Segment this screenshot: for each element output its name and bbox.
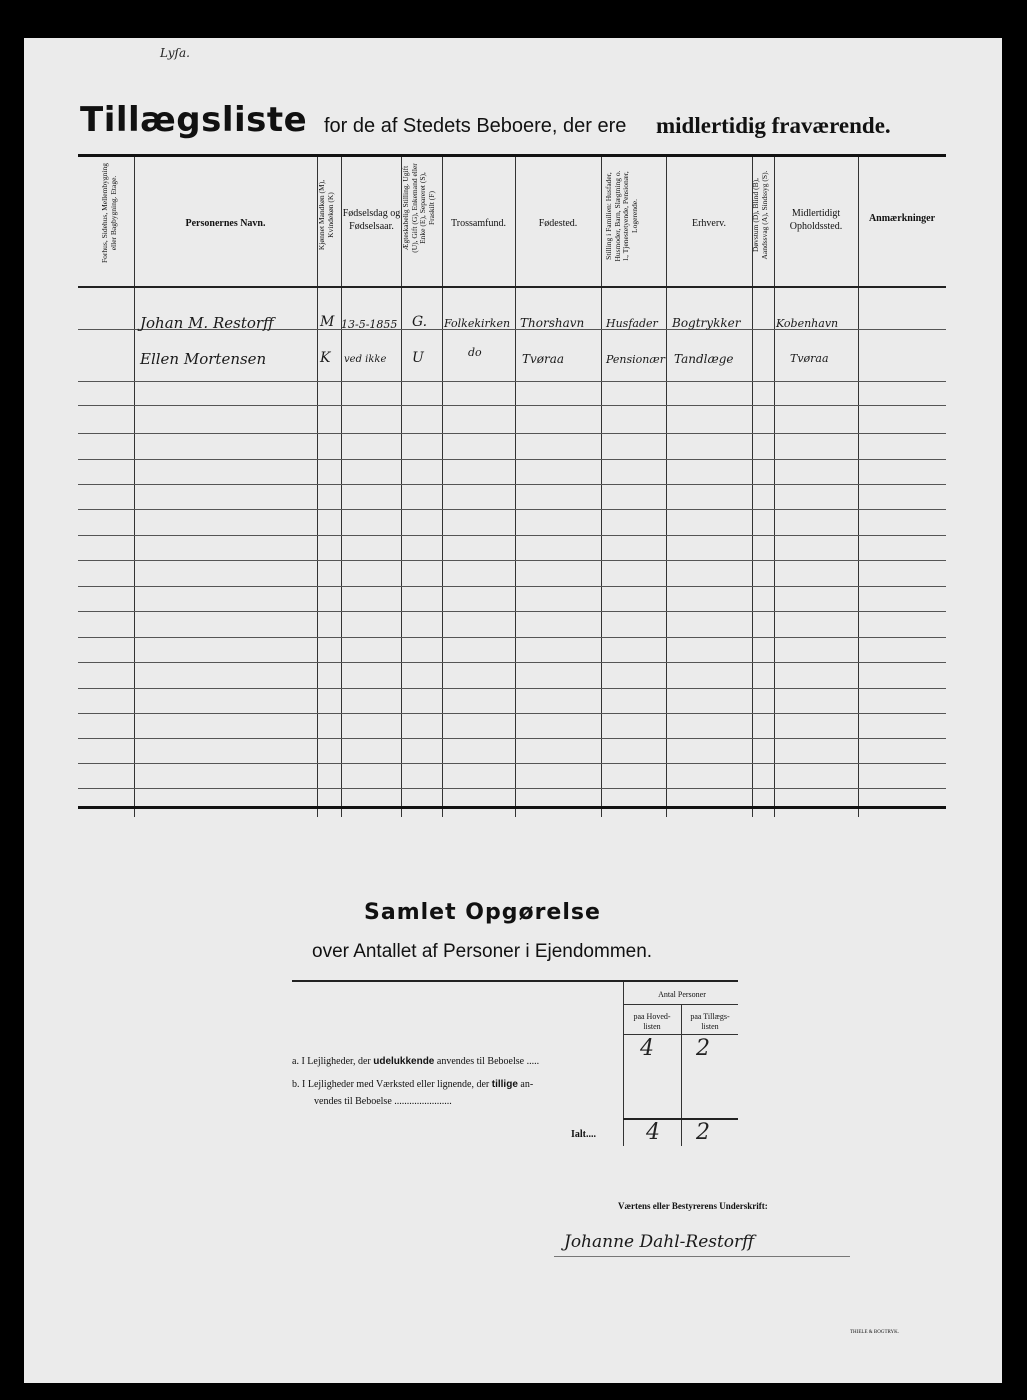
table-top-rule [78,154,946,157]
header-marital: Ægteskabelig Stilling. Ugift (U), Gift (G), Enkemand eller Enke (E), Separeret (S), Fraskilt (F) [401,163,436,253]
header-temporary-residence: Midlertidigt Opholdssted. [789,208,843,232]
row2-family: Pensionær [606,353,665,366]
row1-sex: M [320,314,335,330]
row1-name: Johan M. Restorff [140,314,274,332]
col-divider [601,157,602,817]
summary-line-b2: vendes til Beboelse ....................... [314,1096,452,1107]
summary-ialt-label: Ialt.... [571,1129,596,1140]
summary-line-b1-prefix: b. I Lejligheder med Værksted eller lignende, der [292,1079,490,1090]
row-line [78,381,946,382]
row2-occupation: Tandlæge [674,352,734,366]
row1-birth: 13-5-1855 [341,318,398,331]
census-form-page [24,38,1002,1383]
col-divider [858,157,859,817]
signature-label: Værtens eller Bestyrerens Underskrift: [618,1201,768,1211]
row1-marital: G. [412,314,428,330]
row-line [78,788,946,789]
printer-mark: THIELE & BOGTRYK. [850,1330,900,1335]
row-line [78,509,946,510]
row-line [78,688,946,689]
header-occupation: Erhverv. [691,218,727,229]
summary-ialt-hoved: 4 [646,1120,660,1145]
row-line [78,459,946,460]
row-line [78,560,946,561]
row-line [78,586,946,587]
summary-col-divider [623,982,624,1146]
header-religion: Trossamfund. [451,218,506,229]
header-bottom-rule [78,286,946,288]
header-family-position: Stilling i Familien: Husfader, Husmoder, Barn, Slægtning o. l., Tjenestetyende, Pensionær, Logerende. [604,170,639,262]
form-title-emphasis: midlertidig fraværende. [656,113,891,138]
row-line [78,611,946,612]
row1-occupation: Bogtrykker [672,316,741,330]
table-bottom-rule [78,806,946,809]
summary-line-b1-suffix: an- [520,1079,534,1090]
header-birthplace: Fødested. [538,218,578,229]
header-name: Personernes Navn. [185,218,266,229]
row-line [78,763,946,764]
header-birth: Fødselsdag og Fødselsaar. [342,208,401,232]
col-divider [442,157,443,817]
signature-value: Johanne Dahl-Restorff [564,1232,755,1252]
row2-religion: do [468,346,482,359]
summary-line [623,1004,738,1005]
row-line [78,637,946,638]
signature-line [554,1256,850,1257]
header-remarks: Anmærkninger [868,213,936,224]
corner-scribble: Lyſa. [160,46,190,60]
row2-marital: U [412,350,424,366]
summary-line-a [292,1056,539,1067]
row-line [78,405,946,406]
col-divider [515,157,516,817]
row2-birth: ved ikke [344,354,387,365]
summary-line [623,1118,738,1120]
summary-a-hoved: 4 [640,1036,654,1061]
row-line [78,662,946,663]
summary-antal-header: Antal Personer [658,990,706,999]
row2-sex: K [320,350,331,366]
summary-ialt-tillaeg: 2 [696,1120,710,1145]
row-line [78,535,946,536]
summary-line-a-bold: udelukkende [373,1056,435,1067]
header-disability: Døvstum (D), Blind (B), Aandssvag (A), Sindssyg (S). [751,170,769,260]
summary-a-tillaeg: 2 [696,1036,710,1061]
summary-line-a-suffix: anvendes til Beboelse ..... [436,1056,540,1067]
row-line [78,433,946,434]
col-divider [401,157,402,817]
row1-birthplace: Thorshavn [520,316,585,330]
summary-line-b1-bold: tillige [491,1079,518,1090]
row-line [78,738,946,739]
row2-birthplace: Tvøraa [522,352,565,366]
summary-line-b1 [292,1079,533,1090]
summary-line [623,1034,738,1035]
row1-religion: Folkekirken [444,317,511,330]
row2-residence: Tvøraa [790,352,829,365]
header-sex: Kjønnet Mandkøn (M), Kvindekøn (K) [317,179,335,251]
form-title: Tillægsliste [80,100,308,140]
row1-residence: Kobenhavn [776,317,839,330]
row2-name: Ellen Mortensen [140,350,267,368]
summary-line-a-prefix: a. I Lejligheder, der [292,1056,371,1067]
summary-col-tillaeg: paa Tillægs-listen [690,1012,730,1031]
row1-family: Husfader [606,317,658,330]
summary-col-divider [681,1004,682,1146]
header-building-floor: Forhus, Sidehus, Mellembygning eller Bagbygning. Etage. [100,163,118,264]
summary-title: Samlet Opgørelse [364,900,601,925]
col-divider [666,157,667,817]
row-line [78,484,946,485]
form-title-middle: for de af Stedets Beboere, der ere [324,115,627,137]
row-line [78,713,946,714]
summary-col-hoved: paa Hoved-listen [633,1012,671,1031]
summary-subtitle: over Antallet af Personer i Ejendommen. [312,941,653,962]
summary-top-rule [292,980,738,982]
